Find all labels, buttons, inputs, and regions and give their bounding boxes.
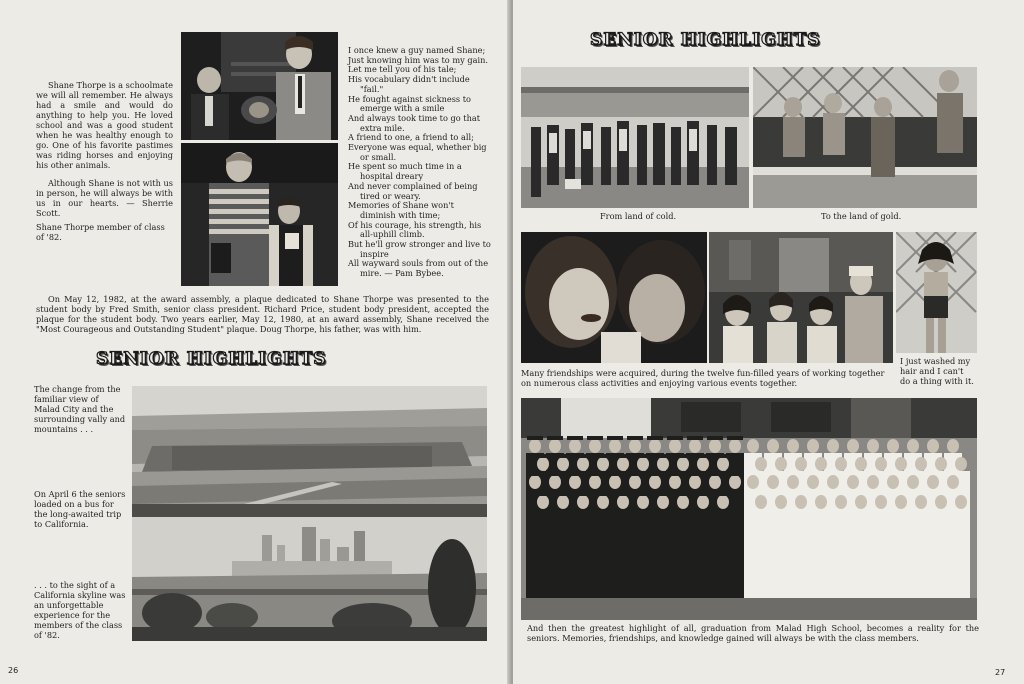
poem-line: hospital dreary — [360, 171, 424, 182]
caption-friendships: Many friendships were acquired, during the twelve fun-filled years of working together on numerous class activities and enjoying various events together. — [521, 368, 885, 388]
poem-line: Everyone was equal, whether big — [348, 142, 487, 153]
poem-line: All wayward souls from out of the — [348, 258, 489, 269]
tribute-paragraph-2: Although Shane is not with us in person, he will always be with us in our hearts. — Sherrie Scott. — [36, 178, 173, 218]
poem-line: Just knowing him was to my gain. — [348, 54, 488, 65]
poem-line: He spent so much time in a — [348, 161, 462, 172]
photo-plaque-presentation — [181, 32, 338, 140]
tribute-note: Shane Thorpe member of class of '82. — [36, 222, 165, 242]
caption-valley: The change from the familiar view of Malad City and the surrounding vally and mountains . . . — [34, 384, 126, 434]
right-page — [513, 0, 1024, 684]
photo-california-skyline — [132, 517, 487, 641]
poem-line: or small. — [360, 151, 397, 162]
poem-line: Let me tell you of his tale; — [348, 64, 457, 75]
photo-friends-group — [709, 232, 893, 363]
poem-line: And never complained of being — [348, 180, 478, 191]
caption-land-of-gold: To the land of gold. — [821, 211, 902, 221]
right-page-heading: SENIOR HIGHLIGHTS — [590, 30, 821, 50]
photo-graduation-class — [521, 398, 977, 620]
caption-bus-trip: On April 6 the seniors loaded on a bus for the long-awaited trip to California. — [34, 489, 126, 529]
poem-line: Memories of Shane won't — [348, 200, 454, 211]
photo-land-of-cold — [521, 67, 749, 208]
poem-line: And always took time to go that — [348, 112, 481, 123]
page-number-right: 27 — [995, 668, 1006, 677]
page-number-left: 26 — [8, 666, 19, 675]
poem-line: I once knew a guy named Shane; — [348, 45, 486, 55]
poem-line: diminish with time; — [360, 209, 441, 220]
poem-line: mire. — Pam Bybee. — [360, 268, 444, 279]
poem-line: inspire — [360, 248, 389, 259]
caption-graduation: And then the greatest highlight of all, graduation from Malad High School, becomes a reality for the seniors. Memories, friendships, and knowledge gained will always be with the class members. — [527, 623, 979, 643]
photo-swimsuit-girl — [896, 232, 977, 353]
tribute-paragraph-1: Shane Thorpe is a schoolmate we will all remember. He always had a smile and would do anything to help you. He loved school and was a good student when he was healthy enough to go. One of his favorite pastimes was riding horses and enjoying his other animals. — [36, 80, 173, 170]
caption-land-of-cold: From land of cold. — [600, 211, 677, 221]
poem-line: A friend to one, a friend to all; — [348, 132, 474, 143]
caption-skyline: . . . to the sight of a California skyline was an unforgettable experience for the members of the class of '82. — [34, 580, 126, 640]
poem-line: emerge with a smile — [360, 103, 445, 114]
poem-line: He fought against sickness to — [348, 93, 471, 104]
award-paragraph: On May 12, 1982, at the award assembly, a plaque dedicated to Shane Thorpe was presented to the student body by Fred Smith, senior class president. Richard Price, student body president, accepted the plaque for the student body. Two years earlier, May 12, 1980, at an award assembly, Shane received the "Most Courageous and Outstanding Student" plaque. Doug Thorpe, his father, was with him. — [36, 294, 489, 334]
caption-washed-hair: I just washed my hair and I can't do a thing with it. — [900, 356, 974, 386]
photo-friends-closeup — [521, 232, 707, 363]
poem-line: extra mile. — [360, 122, 405, 133]
left-page — [0, 0, 511, 684]
poem-line: tired or weary. — [360, 190, 421, 201]
poem-line: all-uphill climb. — [360, 229, 425, 240]
poem-line: "fail." — [360, 83, 384, 94]
poem-line: His vocabulary didn't include — [348, 74, 470, 85]
tribute-poem — [348, 46, 498, 279]
poem-line: But he'll grow stronger and live to — [348, 239, 491, 250]
photo-malad-valley — [132, 386, 487, 517]
poem-line: Of his courage, his strength, his — [348, 219, 482, 230]
left-page-heading: SENIOR HIGHLIGHTS — [96, 349, 327, 369]
photo-land-of-gold — [753, 67, 977, 208]
photo-shane-with-friend — [181, 143, 338, 286]
